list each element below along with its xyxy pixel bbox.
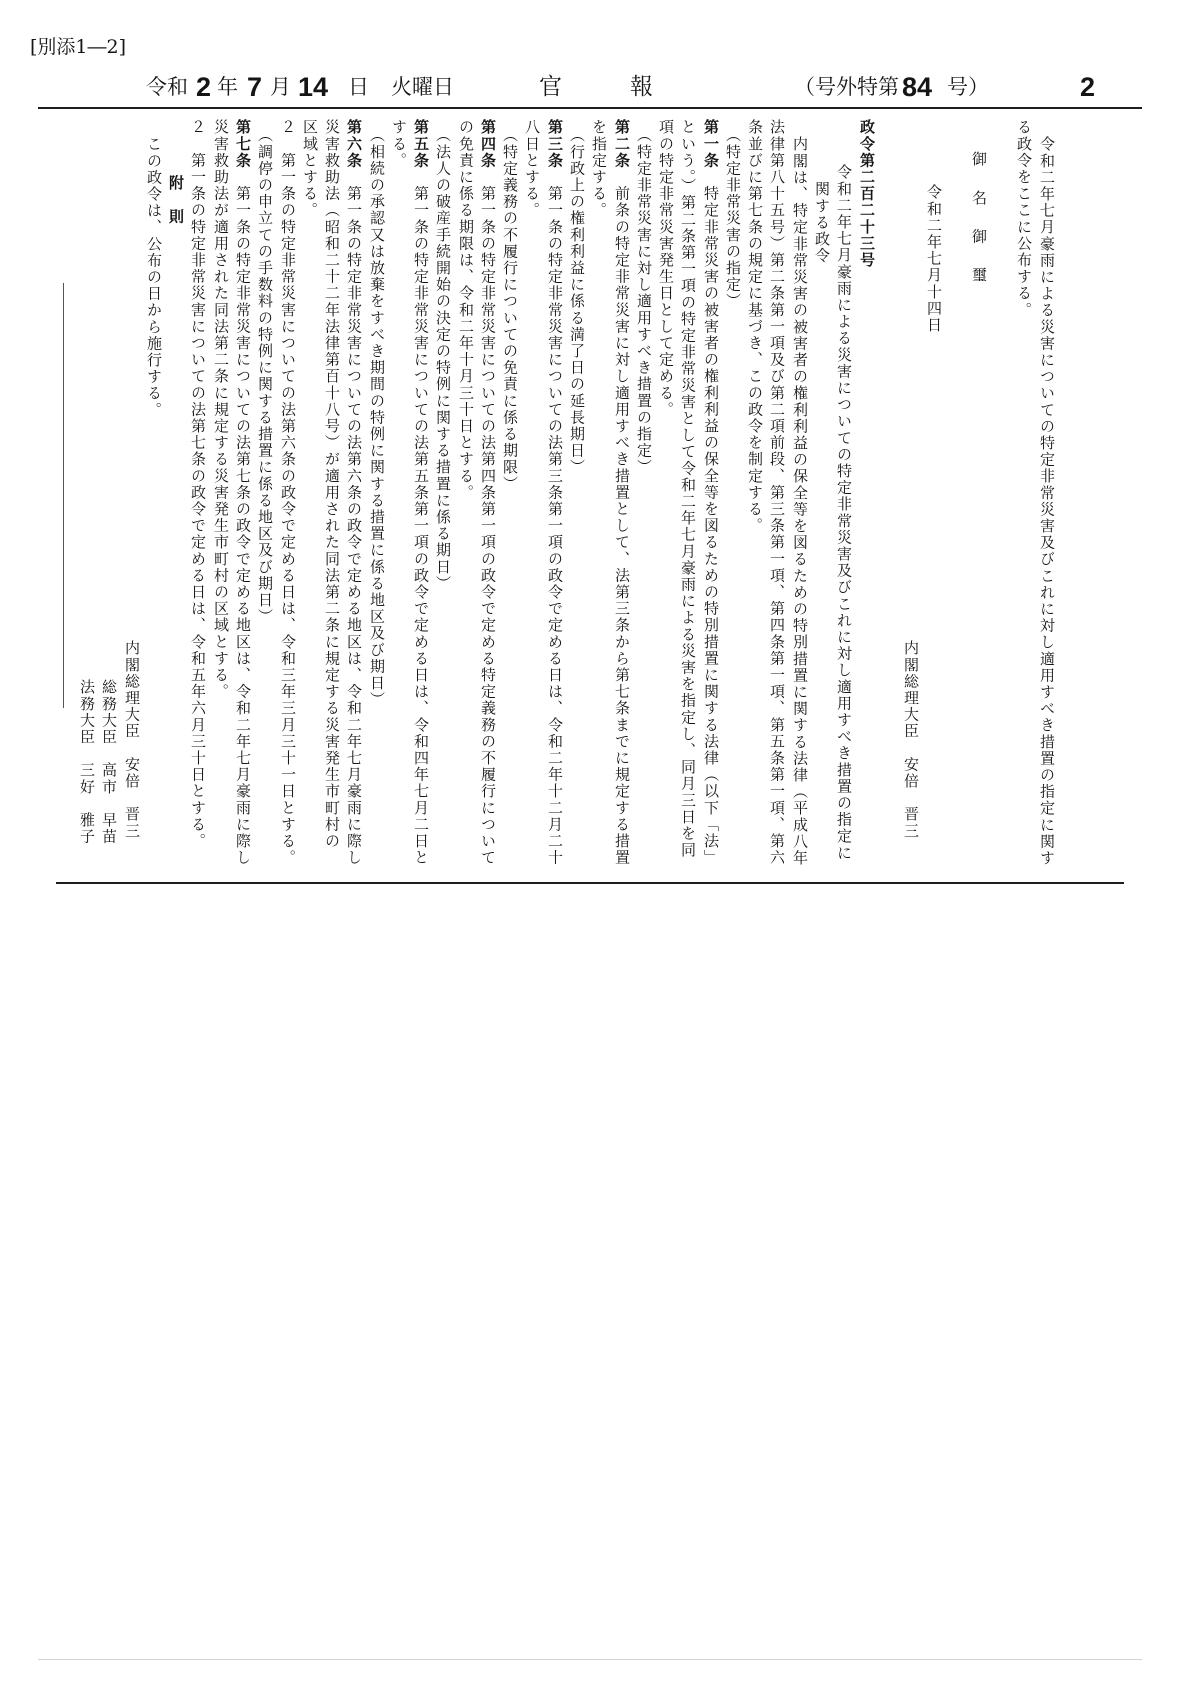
article-text: 特定非常災害の被害者の権利利益の保全等を図るための特別措置に関する法律（以下「法」	[702, 168, 720, 867]
article-first-line	[343, 119, 365, 866]
article-heading: （特定非常災害の指定）	[724, 127, 742, 310]
header-day-unit: 日	[348, 75, 369, 99]
article-text: 第一条の特定非常災害についての法第五条第一項の政令で定める日は、令和四年七月二日と	[412, 168, 430, 867]
article-text: 前条の特定非常災害に対し適用すべき措置として、法第三条から第七条までに規定する措置	[613, 168, 631, 867]
article-text-line: する。	[390, 119, 408, 169]
article-label: 第三条	[546, 119, 564, 169]
page-bottom-edge	[38, 1659, 1142, 1660]
article-text-line: を指定する。	[590, 119, 608, 219]
article-label: 第二条	[613, 119, 631, 169]
article-text: 第一条の特定非常災害についての法第三条第一項の政令で定める日は、令和二年十二月二十	[546, 168, 564, 867]
article-heading: （特定義務の不履行についての免責に係る期限）	[501, 127, 519, 493]
article-heading: （相続の承認又は放棄をすべき期間の特例に関する措置に係る地区及び期日）	[368, 127, 386, 708]
article-first-line	[232, 119, 254, 866]
promulgation-date: 令和二年七月十四日	[925, 184, 943, 334]
gazette-title-first: 官	[539, 74, 562, 100]
header-year-unit: 年	[217, 75, 238, 99]
article-heading: （行政上の権利利益に係る満了日の延長期日）	[568, 127, 586, 476]
body-bottom-rule	[56, 882, 1124, 884]
signature-line: 内閣総理大臣 安倍 晋三	[123, 640, 141, 840]
ordinance-title-line: 関する政令	[813, 181, 831, 264]
header-month-unit: 月	[270, 75, 291, 99]
article-label: 第七条	[234, 119, 252, 169]
article-first-line	[410, 119, 432, 866]
preamble-line: 内閣は、特定非常災害の被害者の権利利益の保全等を図るための特別措置に関する法律（平成八年	[791, 136, 809, 867]
signature-line: 総務大臣 高市 早苗	[100, 679, 118, 845]
article-label: 第五条	[412, 119, 430, 169]
header-day: 14	[298, 72, 329, 102]
attachment-label: [別添1―2]	[30, 36, 127, 58]
issue-prefix: （号外特第	[794, 75, 899, 99]
article-text-line: 項の特定非常災害発生日として定める。	[657, 119, 675, 418]
preamble-line: 条並びに第七条の規定に基づき、この政令を制定する。	[746, 119, 764, 534]
article-heading: （法人の破産手続開始の決定の特例に関する措置に係る期日）	[434, 127, 452, 592]
preamble-line: 法律第八十五号）第二条第一項及び第二項前段、第三条第一項、第四条第一項、第五条第一項、第六	[768, 119, 786, 866]
article-label: 第六条	[345, 119, 363, 169]
article-text-line: という。）第二条第一項の特定非常災害として令和二年七月豪雨による災害を指定し、同月三日を同	[679, 119, 697, 859]
paragraph-2-line: ２ 第一条の特定非常災害についての法第七条の政令で定める日は、令和五年六月三十日とする。	[189, 119, 207, 850]
header-year: 2	[196, 72, 212, 102]
gazette-title-second: 報	[630, 74, 653, 100]
header-weekday: 火曜日	[391, 75, 454, 99]
ordinance-number: 政令第二百二十三号	[858, 119, 876, 269]
promulgation-line: る政令をここに公布する。	[1015, 119, 1033, 319]
promulgation-line: 令和二年七月豪雨による災害についての特定非常災害及びこれに対し適用すべき措置の指定に関す	[1038, 136, 1056, 867]
article-label: 第四条	[479, 119, 497, 169]
article-first-line	[477, 119, 499, 866]
signature-line: 法務大臣 三好 雅子	[78, 679, 96, 845]
ordinance-title-line: 令和二年七月豪雨による災害についての特定非常災害及びこれに対し適用すべき措置の指定に	[835, 164, 853, 862]
article-text-line: 災害救助法（昭和二十二年法律第百十八号）が適用された同法第二条に規定する災害発生市町村の	[323, 119, 341, 850]
article-first-line	[611, 119, 633, 866]
header-month: 7	[247, 72, 263, 102]
margin-side-line	[63, 283, 64, 708]
promulgation-signer: 内閣総理大臣 安倍 晋三	[902, 640, 920, 840]
article-text-line: 災害救助法が適用された同法第二条に規定する災害発生市町村の区域とする。	[212, 119, 230, 700]
article-heading: （特定非常災害に対し適用すべき措置の指定）	[635, 127, 653, 476]
paragraph-2-line: ２ 第一条の特定非常災害についての法第六条の政令で定める日は、令和三年三月三十一日とする。	[279, 119, 297, 866]
article-label: 第一条	[702, 119, 720, 169]
article-first-line	[544, 119, 566, 866]
article-text-line: の免責に係る期限は、令和二年十月三十日とする。	[457, 119, 475, 501]
issue-suffix: 号）	[947, 75, 989, 99]
article-text: 第一条の特定非常災害についての法第六条の政令で定める地区は、令和二年七月豪雨に際し	[345, 168, 363, 867]
article-text-line: 八日とする。	[523, 119, 541, 219]
header-era: 令和	[146, 75, 188, 99]
imperial-seal-text: 御 名 御 璽	[970, 151, 988, 287]
supplementary-heading: 附 則	[167, 175, 185, 225]
article-text-line: 区域とする。	[301, 119, 319, 219]
issue-number: 84	[902, 72, 933, 102]
article-text: 第一条の特定非常災害についての法第四条第一項の政令で定める特定義務の不履行について	[479, 168, 497, 867]
article-first-line	[700, 119, 722, 866]
page-number: 2	[1080, 72, 1096, 102]
article-text: 第一条の特定非常災害についての法第七条の政令で定める地区は、令和二年七月豪雨に際し	[234, 168, 252, 867]
article-heading: （調停の申立ての手数料の特例に関する措置に係る地区及び期日）	[256, 127, 274, 625]
supplementary-text: この政令は、公布の日から施行する。	[145, 136, 163, 419]
